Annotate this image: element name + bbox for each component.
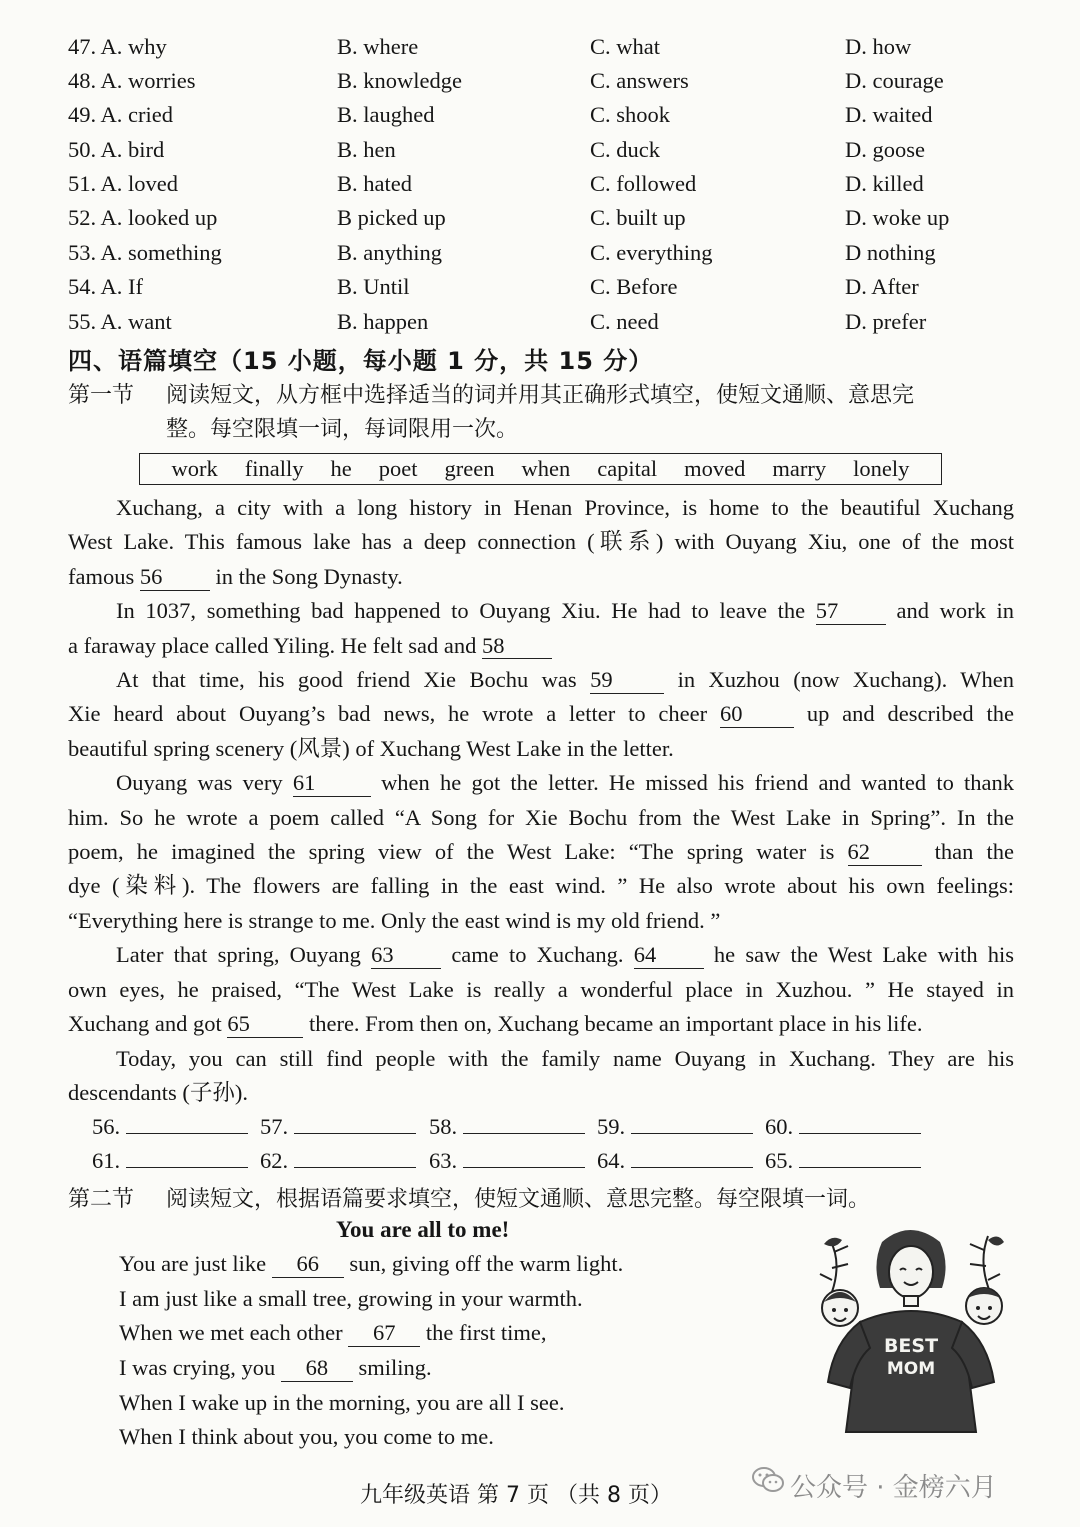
- answer-line[interactable]: [463, 1114, 585, 1134]
- passage-line: poem, he imagined the spring view of the West Lake: “The spring water is 62 than the: [68, 839, 1015, 865]
- passage-line: dye (染料). The flowers are falling in the east wind. ” He also wrote about his own feelings:: [68, 873, 1014, 899]
- option-d: D. prefer: [845, 309, 927, 334]
- answer-number: 64.: [597, 1148, 626, 1173]
- option-d: D. courage: [845, 68, 944, 93]
- option-question-49: 49. A. cried: [68, 102, 173, 127]
- word-bank-item: he: [330, 456, 352, 481]
- option-b: B. happen: [337, 309, 429, 334]
- answer-slot: [429, 1114, 585, 1140]
- passage-line: Xuchang, a city with a long history in Henan Province, is home to the beautiful Xuchang: [116, 495, 1014, 520]
- blank-63[interactable]: 63: [371, 943, 441, 969]
- passage-line: In 1037, something bad happened to Ouyang Xiu. He had to leave the 57 and work in: [116, 598, 1015, 624]
- option-d: D. killed: [845, 171, 924, 196]
- option-question-47: 47. A. why: [68, 34, 167, 59]
- option-b: B. anything: [337, 240, 442, 265]
- passage-line: descendants (子孙).: [68, 1079, 248, 1105]
- answer-line[interactable]: [631, 1114, 753, 1134]
- passage-line: own eyes, he praised, “The West Lake is really a wonderful place in Xuzhou. ” He stayed in: [68, 976, 1014, 1002]
- answer-number: 65.: [765, 1148, 794, 1173]
- option-question-51: 51. A. loved: [68, 171, 178, 196]
- blank-57[interactable]: 57: [816, 599, 886, 625]
- passage-line: a faraway place called Yiling. He felt sad and 58: [68, 629, 1014, 663]
- answer-number: 62.: [260, 1148, 289, 1173]
- poem-line: When we met each other 67 the first time,: [119, 1320, 547, 1345]
- part1-label: 第一节: [68, 383, 135, 408]
- answer-number: 60.: [765, 1114, 794, 1139]
- option-c: C. everything: [590, 240, 713, 265]
- answer-slot: [260, 1148, 416, 1174]
- answer-slot: [92, 1148, 248, 1174]
- option-b: B. where: [337, 34, 419, 59]
- option-b: B. laughed: [337, 102, 435, 127]
- illustration-text-best: BEST: [883, 1335, 939, 1357]
- poem-line: You are just like 66 sun, giving off the warm light.: [119, 1251, 624, 1276]
- illustration-text-mom: MOM: [886, 1359, 936, 1379]
- word-bank-item: moved: [684, 456, 746, 481]
- watermark-text: 公众号 · 金榜六月: [790, 1473, 997, 1503]
- option-question-54: 54. A. If: [68, 274, 143, 299]
- option-d: D nothing: [845, 240, 936, 265]
- passage-line: Ouyang was very 61 when he got the letter. He missed his friend and wanted to thank: [116, 770, 1015, 796]
- passage-line: beautiful spring scenery (风景) of Xuchang West Lake in the letter.: [68, 735, 674, 761]
- option-b: B. hen: [337, 137, 396, 162]
- option-c: C. answers: [590, 68, 689, 93]
- option-question-53: 53. A. something: [68, 240, 222, 265]
- option-d: D. how: [845, 34, 912, 59]
- answer-number: 63.: [429, 1148, 458, 1173]
- blank-60[interactable]: 60: [720, 702, 794, 728]
- option-d: D. goose: [845, 137, 925, 162]
- blank-56[interactable]: 56: [140, 565, 210, 591]
- word-bank-box: [139, 453, 942, 485]
- word-bank-item: marry: [772, 456, 827, 481]
- answer-line[interactable]: [294, 1114, 416, 1134]
- blank-64[interactable]: 64: [634, 943, 704, 969]
- answer-line[interactable]: [294, 1148, 416, 1168]
- passage-line: Later that spring, Ouyang 63 came to Xuchang. 64 he saw the West Lake with his: [116, 942, 1015, 968]
- answer-line[interactable]: [631, 1148, 753, 1168]
- answer-number: 58.: [429, 1114, 458, 1139]
- answer-number: 61.: [92, 1148, 121, 1173]
- option-question-48: 48. A. worries: [68, 68, 196, 93]
- answer-number: 59.: [597, 1114, 626, 1139]
- option-b: B. Until: [337, 274, 410, 299]
- option-d: D. waited: [845, 102, 933, 127]
- blank-66[interactable]: 66: [272, 1252, 344, 1278]
- blank-65[interactable]: 65: [227, 1012, 303, 1038]
- answer-number: 57.: [260, 1114, 289, 1139]
- passage: [68, 491, 1014, 1110]
- answer-number: 56.: [92, 1114, 121, 1139]
- word-bank-item: capital: [597, 456, 658, 481]
- option-c: C. Before: [590, 274, 678, 299]
- blank-67[interactable]: 67: [348, 1321, 420, 1347]
- passage-line: “Everything here is strange to me. Only the east wind is my old friend. ”: [68, 907, 721, 933]
- answer-slot: [260, 1114, 416, 1140]
- option-c: C. followed: [590, 171, 697, 196]
- word-bank-item: poet: [378, 456, 418, 481]
- option-b: B. knowledge: [337, 68, 462, 93]
- option-b: B picked up: [337, 205, 446, 230]
- passage-line: At that time, his good friend Xie Bochu was 59 in Xuzhou (now Xuchang). When: [116, 667, 1014, 693]
- word-bank-item: finally: [244, 456, 304, 481]
- word-bank-item: lonely: [853, 456, 910, 481]
- answer-slot: [765, 1114, 921, 1140]
- option-question-52: 52. A. looked up: [68, 205, 218, 230]
- word-bank-item: work: [171, 456, 218, 481]
- blank-58[interactable]: 58: [482, 634, 552, 660]
- blank-61[interactable]: 61: [293, 771, 371, 797]
- word-bank-item: green: [444, 456, 495, 481]
- answer-slot: [429, 1148, 585, 1174]
- word-bank-item: when: [521, 456, 571, 481]
- passage-line: Today, you can still find people with the family name Ouyang in Xuchang. They are his: [116, 1045, 1014, 1071]
- option-c: C. built up: [590, 205, 686, 230]
- option-c: C. shook: [590, 102, 671, 127]
- answer-slot: [597, 1148, 753, 1174]
- section-heading: 四、语篇填空（15 小题，每小题 1 分，共 15 分）: [68, 347, 654, 375]
- poem-line: When I wake up in the morning, you are all I see.: [119, 1390, 565, 1415]
- option-question-50: 50. A. bird: [68, 137, 165, 162]
- option-c: C. need: [590, 309, 659, 334]
- poem-line: I am just like a small tree, growing in your warmth.: [119, 1286, 583, 1311]
- answer-slot: [765, 1148, 921, 1174]
- passage-line: West Lake. This famous lake has a deep connection (联系) with Ouyang Xiu, one of the most: [68, 529, 1014, 555]
- option-question-55: 55. A. want: [68, 309, 172, 334]
- answer-slot: [92, 1114, 248, 1140]
- answer-line[interactable]: [126, 1114, 248, 1134]
- best-mom-illustration: [812, 1222, 1008, 1440]
- page-footer: 九年级英语 第 7 页 （共 8 页）: [360, 1483, 672, 1508]
- poem-title: You are all to me!: [336, 1217, 510, 1242]
- wechat-icon: [752, 1466, 784, 1494]
- answer-slot: [597, 1114, 753, 1140]
- part1-instruction-line2: 整。每空限填一词，每词限用一次。: [166, 417, 519, 442]
- option-d: D. woke up: [845, 205, 950, 230]
- passage-line: Xie heard about Ouyang’s bad news, he wrote a letter to cheer 60 up and described the: [68, 701, 1015, 727]
- poem-line: When I think about you, you come to me.: [119, 1424, 494, 1449]
- answer-line[interactable]: [799, 1148, 921, 1168]
- option-d: D. After: [845, 274, 919, 299]
- option-c: C. duck: [590, 137, 660, 162]
- blank-62[interactable]: 62: [848, 840, 922, 866]
- part2-label: 第二节: [68, 1187, 135, 1212]
- blank-68[interactable]: 68: [281, 1356, 353, 1382]
- answer-line[interactable]: [126, 1148, 248, 1168]
- option-c: C. what: [590, 34, 660, 59]
- answer-line[interactable]: [463, 1148, 585, 1168]
- option-b: B. hated: [337, 171, 412, 196]
- part2-instruction: 阅读短文，根据语篇要求填空，使短文通顺、意思完整。每空限填一词。: [166, 1187, 871, 1212]
- blank-59[interactable]: 59: [590, 668, 664, 694]
- part1-instruction-line1: 阅读短文，从方框中选择适当的词并用其正确形式填空，使短文通顺、意思完: [166, 383, 915, 408]
- passage-line: Xuchang and got 65 there. From then on, Xuchang became an important place in his life.: [68, 1011, 923, 1037]
- passage-line: him. So he wrote a poem called “A Song for Xie Bochu from the West Lake in Spring”. In the: [68, 804, 1014, 830]
- answer-line[interactable]: [799, 1114, 921, 1134]
- passage-line: famous 56 in the Song Dynasty.: [68, 563, 403, 589]
- poem-line: I was crying, you 68 smiling.: [119, 1355, 432, 1380]
